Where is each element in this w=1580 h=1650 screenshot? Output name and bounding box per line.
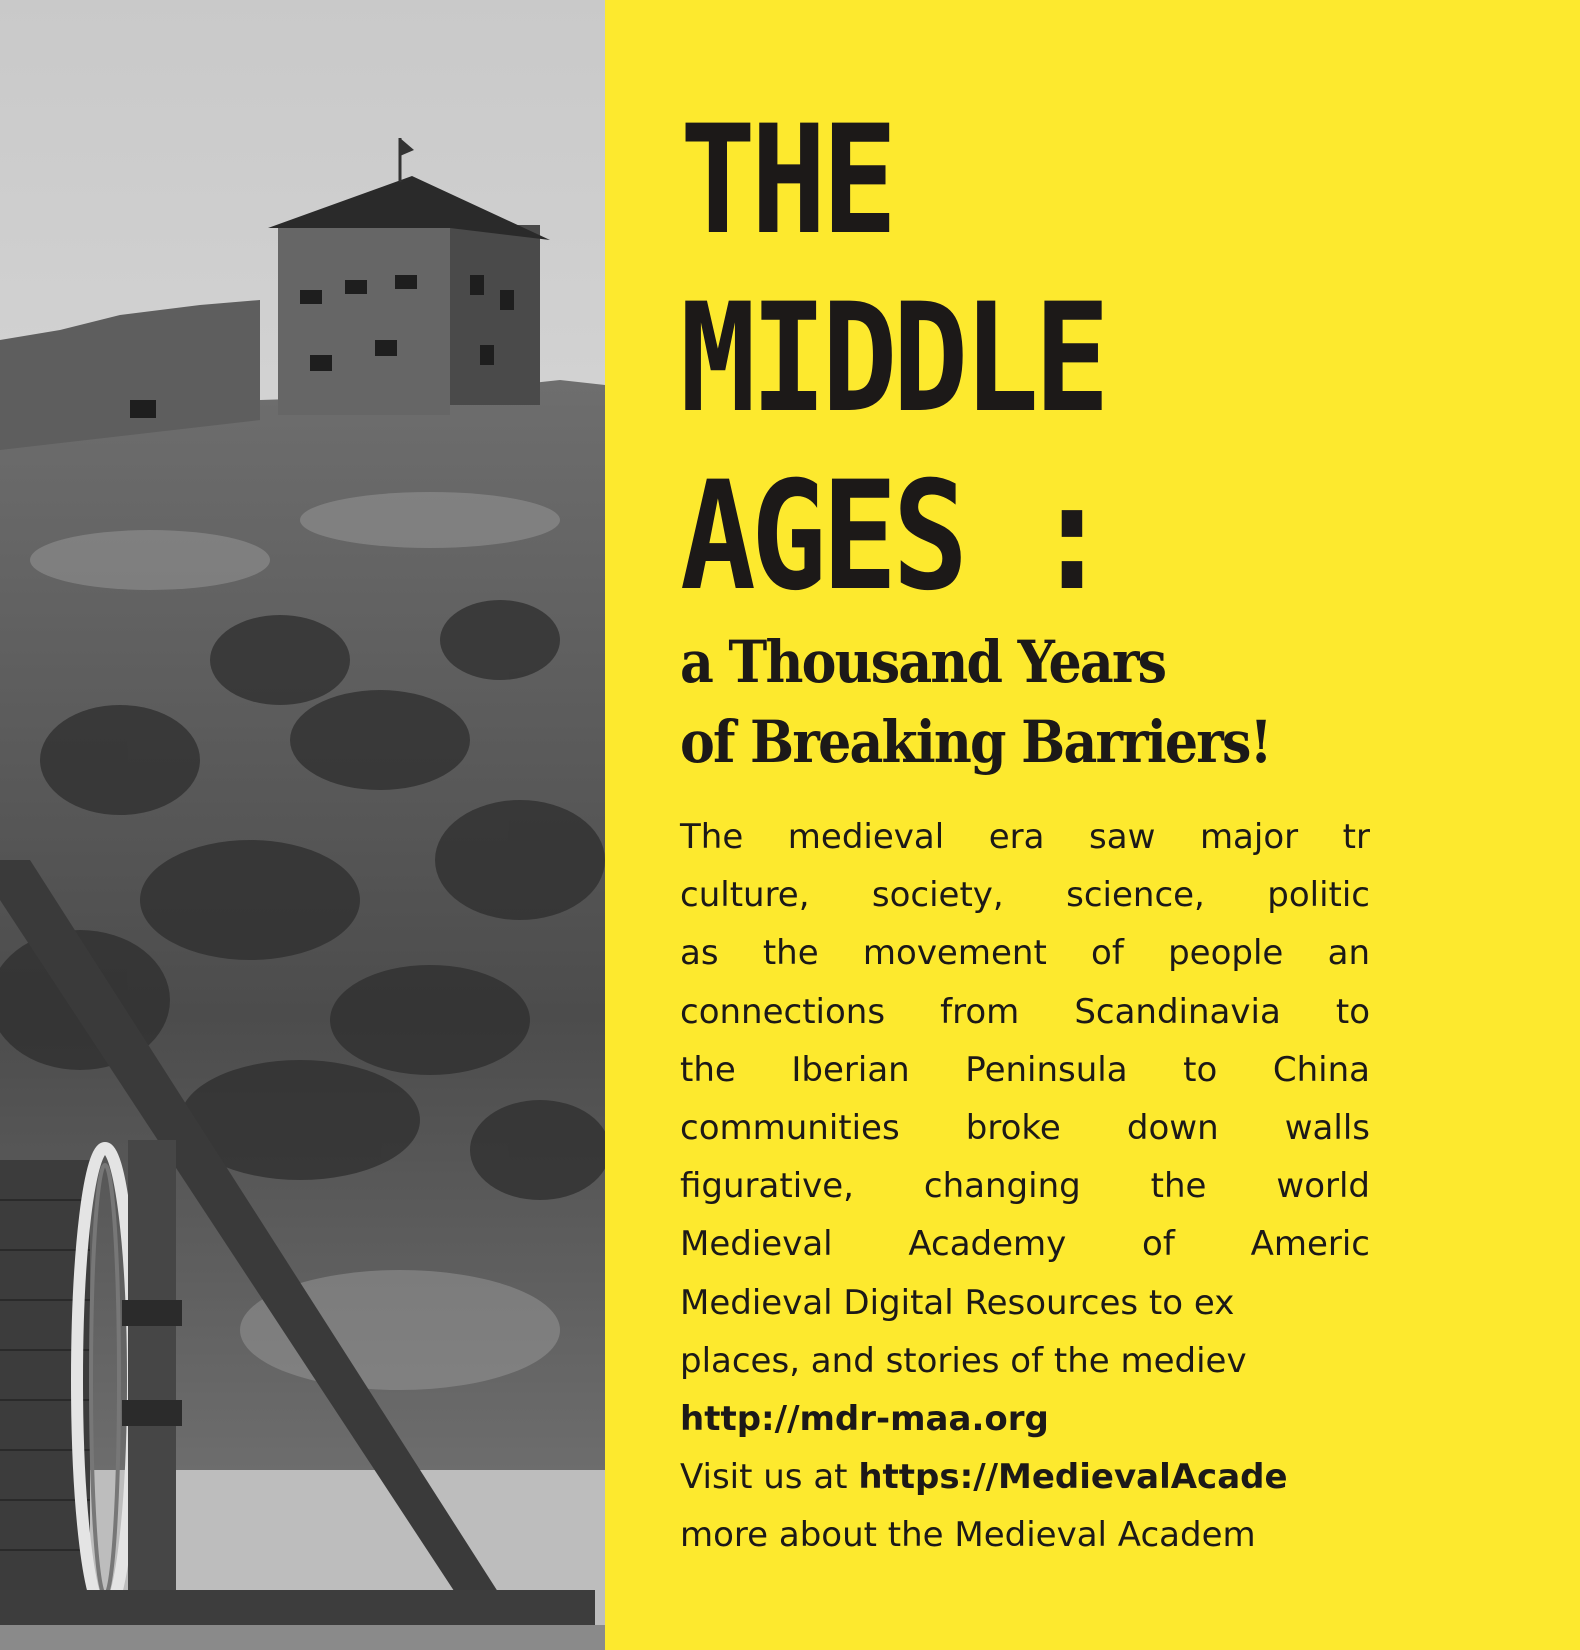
subtitle-line-1: a Thousand Years — [680, 628, 1166, 696]
visit-prefix: Visit us at — [680, 1457, 859, 1498]
body-line-5: the Iberian Peninsula to China — [680, 1049, 1370, 1090]
mdr-link[interactable]: http://mdr-maa.org — [680, 1399, 1049, 1440]
headline-line-1: THE — [680, 94, 893, 268]
headline-line-2: MIDDLE — [680, 272, 1105, 446]
mdr-link-line — [680, 1390, 1580, 1448]
subtitle — [680, 622, 1271, 782]
subtitle-line-2: of Breaking Barriers! — [680, 708, 1271, 776]
body-text — [680, 808, 1580, 1565]
headline-line-3: AGES : — [680, 450, 1105, 624]
body-line-6: communities broke down walls — [680, 1108, 1370, 1149]
info-panel — [605, 0, 1370, 1650]
castle-photo — [0, 0, 605, 1650]
castle-hill-trebuchet-image — [0, 0, 605, 1650]
body-line-last: more about the Medieval Academ — [680, 1515, 1256, 1556]
body-line-3: as the movement of people an — [680, 933, 1370, 974]
body-line-10: places, and stories of the mediev — [680, 1340, 1247, 1381]
body-line-4: connections from Scandinavia to — [680, 991, 1370, 1032]
body-line-7: figurative, changing the world — [680, 1166, 1370, 1207]
body-line-2: culture, society, science, politic — [680, 875, 1370, 916]
headline — [680, 92, 1105, 626]
medieval-academy-link[interactable]: https://MedievalAcade — [858, 1457, 1288, 1498]
body-line-9: Medieval Digital Resources to ex — [680, 1282, 1235, 1323]
body-line-1: The medieval era saw major tr — [680, 817, 1370, 857]
visit-line — [680, 1448, 1580, 1506]
body-line-8: Medieval Academy of Americ — [680, 1224, 1370, 1265]
